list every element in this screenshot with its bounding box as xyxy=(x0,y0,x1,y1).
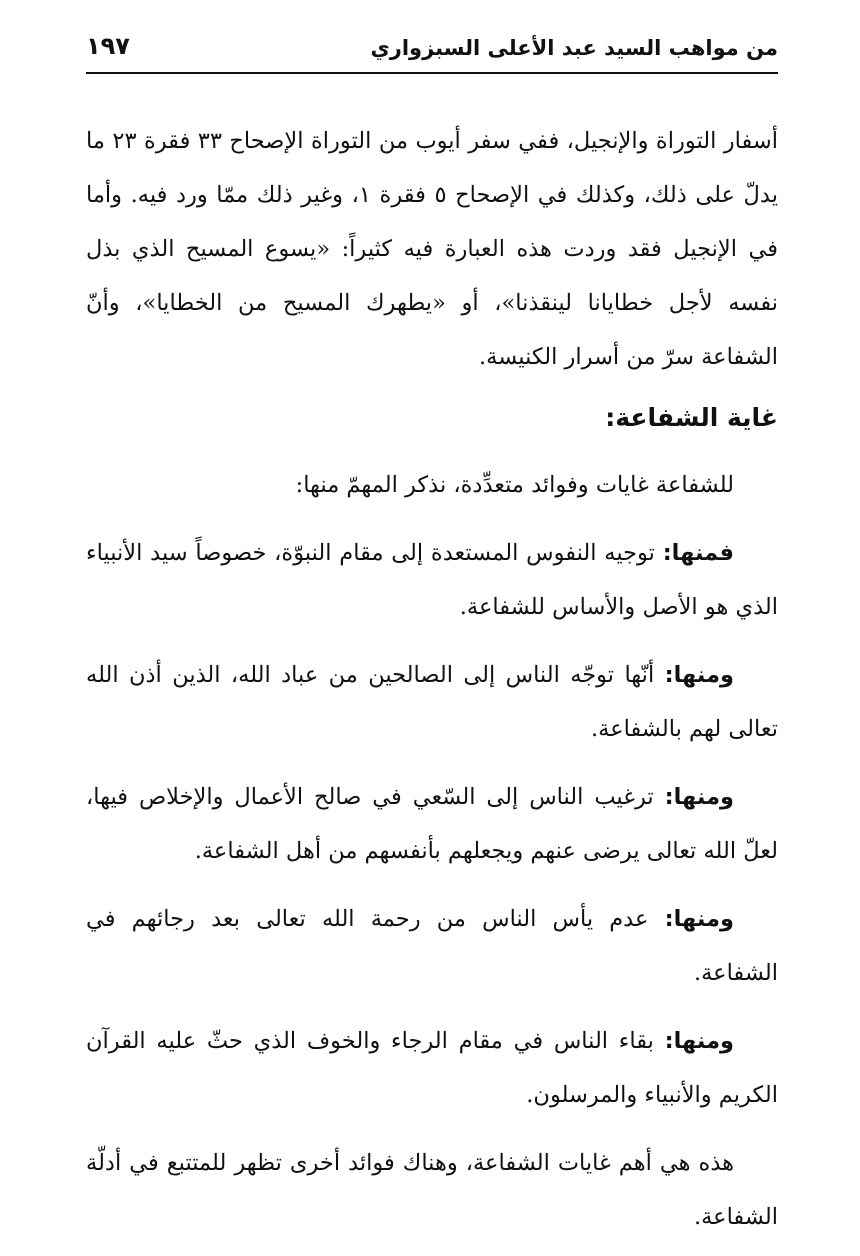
running-title: من مواهب السيد عبد الأعلى السبزواري xyxy=(370,36,778,60)
point-text: عدم يأس الناس من رحمة الله تعالى بعد رجائهم في الشفاعة. xyxy=(86,906,778,986)
point-paragraph xyxy=(86,770,778,878)
point-paragraph xyxy=(86,892,778,1000)
section-heading: غاية الشفاعة: xyxy=(605,403,778,432)
point-paragraph xyxy=(86,1014,778,1122)
point-text: بقاء الناس في مقام الرجاء والخوف الذي حثّ عليه القرآن الكريم والأنبياء والمرسلون. xyxy=(86,1028,778,1108)
running-header xyxy=(86,30,778,74)
point-text: أنّها توجّه الناس إلى الصالحين من عباد الله، الذين أذن الله تعالى لهم بالشفاعة. xyxy=(86,662,778,742)
point-lead: ومنها: xyxy=(664,906,734,932)
point-paragraph xyxy=(86,526,778,634)
point-lead: فمنها: xyxy=(662,540,734,566)
intro-paragraph: أسفار التوراة والإنجيل، ففي سفر أيوب من التوراة الإصحاح ٣٣ فقرة ٢٣ ما يدلّ على ذلك، وكذلك في الإصحاح ٥ فقرة ١، وغير ذلك ممّا ورد فيه. وأما في الإنجيل فقد وردت هذه العبارة فيه كثيراً: «يسوع المسيح الذي بذل نفسه لأجل خطايانا لينقذنا»، أو «يطهرك المسيح من الخطايا»، وأنّ الشفاعة سرّ من أسرار الكنيسة. xyxy=(86,128,778,370)
point-text: ترغيب الناس إلى السّعي في صالح الأعمال والإخلاص فيها، لعلّ الله تعالى يرضى عنهم ويجعلهم بأنفسهم من أهل الشفاعة. xyxy=(86,784,778,864)
point-paragraph xyxy=(86,648,778,756)
point-lead: ومنها: xyxy=(664,1028,734,1054)
section-intro: للشفاعة غايات وفوائد متعدِّدة، نذكر المهمّ منها: xyxy=(295,472,734,498)
point-lead: ومنها: xyxy=(664,662,734,688)
point-lead: ومنها: xyxy=(664,784,734,810)
point-text: توجيه النفوس المستعدة إلى مقام النبوّة، خصوصاً سيد الأنبياء الذي هو الأصل والأساس للشفاعة. xyxy=(86,540,778,620)
closing-paragraph: هذه هي أهم غايات الشفاعة، وهناك فوائد أخرى تظهر للمتتبع في أدلّة الشفاعة. xyxy=(86,1150,778,1230)
page-number: ١٩٧ xyxy=(86,32,130,60)
